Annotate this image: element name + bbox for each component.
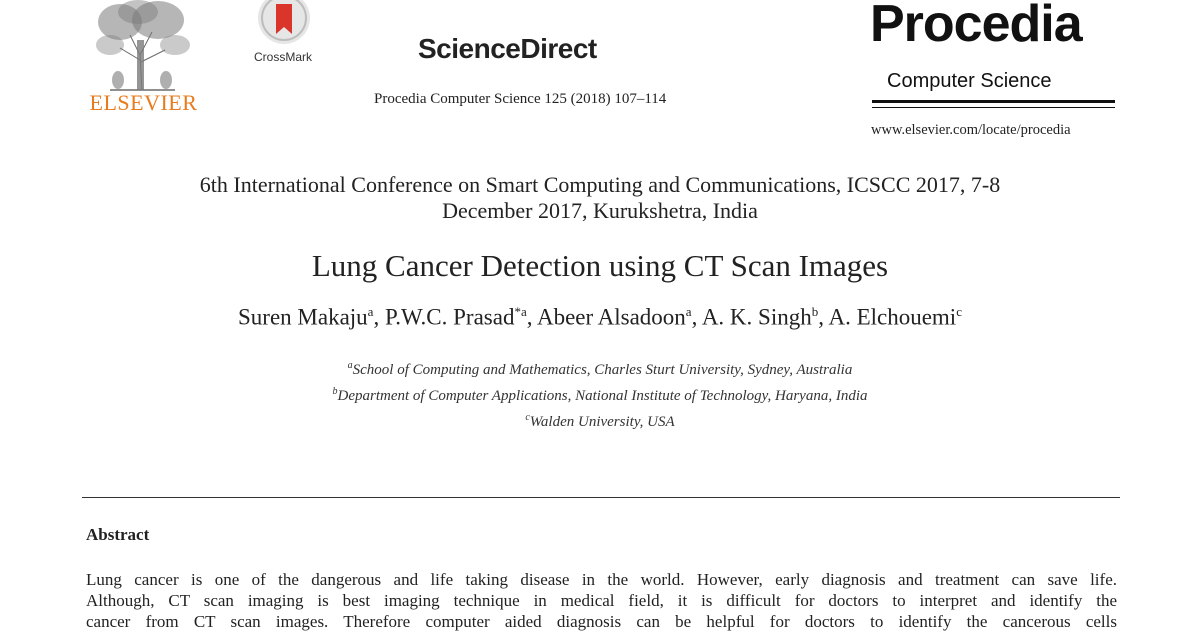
journal-rule-thick [872,100,1115,103]
crossmark-badge[interactable] [245,0,325,70]
author-name: Abeer Alsadoon [536,304,686,330]
author-affiliation-mark: a [367,304,374,319]
elsevier-tree-icon [80,0,205,92]
conference-info [90,172,1110,224]
author-name: P.W.C. Prasad [384,304,515,330]
affiliation-item [0,381,1200,407]
elsevier-wordmark: ELSEVIER [89,90,198,115]
abstract-heading: Abstract [86,525,150,544]
journal-reference: Procedia Computer Science 125 (2018) 107–114 [374,91,667,107]
affiliation-list [0,355,1200,433]
author-name: A. Elchouemi [828,304,957,330]
conference-line-2: December 2017, Kurukshetra, India [442,198,758,223]
elsevier-logo[interactable] [80,0,205,118]
author-separator: , [526,304,537,330]
section-divider [82,497,1120,498]
crossmark-label: CrossMark [253,50,312,64]
abstract-line: cancer from CT scan images. Therefore computer aided diagnosis can be helpful for doctors to identify the cancerous cells [86,612,1117,631]
paper-title: Lung Cancer Detection using CT Scan Images [311,248,889,283]
journal-rule-thin [872,107,1115,108]
affiliation-item [0,407,1200,433]
author-affiliation-mark: b [811,304,819,319]
author-affiliation-mark: c [956,304,962,319]
author-affiliation-mark: *a [514,304,527,319]
conference-line-1: 6th International Conference on Smart Computing and Communications, ICSCC 2017, 7-8 [199,172,1001,197]
author-name: A. K. Singh [701,304,812,330]
journal-title: Procedia [870,0,1082,53]
journal-url-link[interactable]: www.elsevier.com/locate/procedia [871,122,1071,138]
author-separator: , [691,304,702,330]
affiliation-mark: c [525,412,530,423]
abstract-line: Lung cancer is one of the dangerous and life taking disease in the world. However, early diagnosis and treatment can save life. [86,570,1117,589]
affiliation-text: Walden University, USA [529,414,675,430]
affiliation-text: School of Computing and Mathematics, Charles Sturt University, Sydney, Australia [352,362,853,378]
affiliation-text: Department of Computer Applications, National Institute of Technology, Haryana, India [337,388,868,404]
crossmark-icon [255,0,313,50]
affiliation-mark: a [347,360,353,371]
affiliation-mark: b [332,386,338,397]
author-separator: , [373,304,385,330]
abstract-body [86,569,1117,632]
abstract-line: Although, CT scan imaging is best imaging technique in medical field, it is difficult for doctors to interpret and identify the [86,591,1117,610]
journal-subtitle: Computer Science [887,70,1052,92]
author-separator: , [818,304,829,330]
affiliation-item [0,355,1200,381]
author-affiliation-mark: a [685,304,692,319]
author-list [0,304,1200,331]
author-name: Suren Makaju [238,304,368,330]
sciencedirect-logo[interactable]: ScienceDirect [418,33,597,64]
